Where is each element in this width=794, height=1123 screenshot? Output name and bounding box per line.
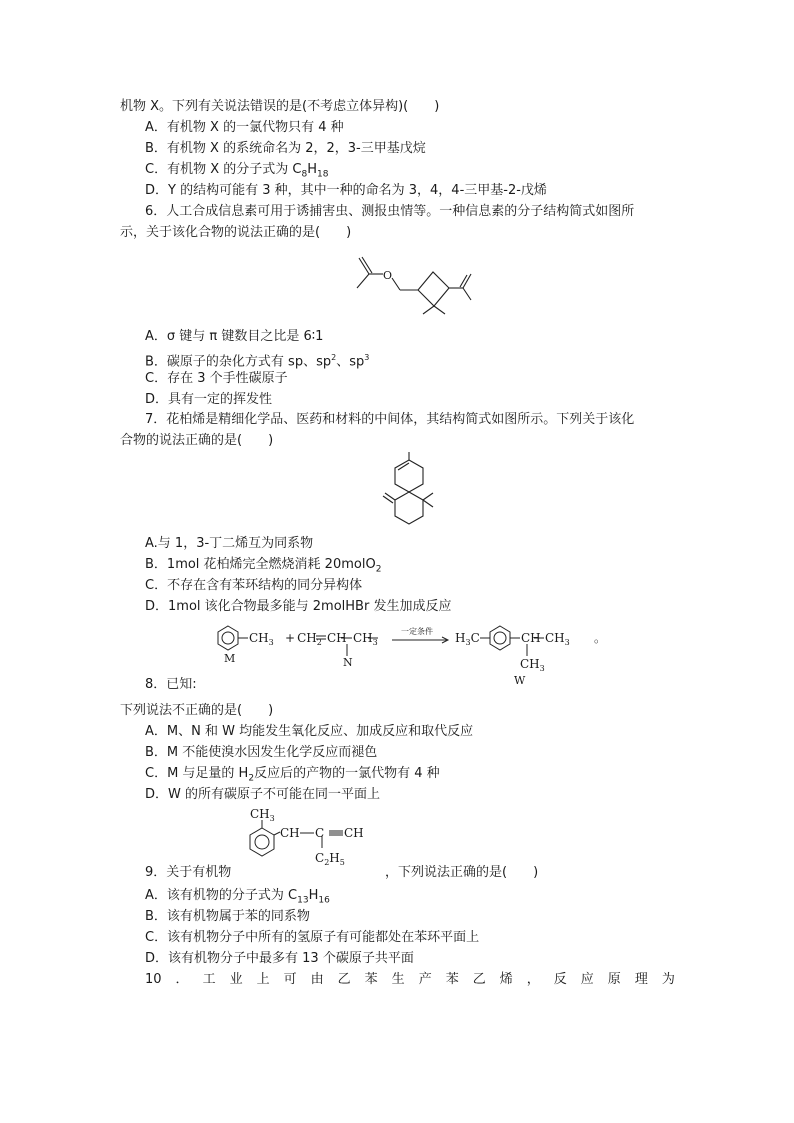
q8-condition: 一定条件 <box>401 627 433 636</box>
q8-stem: 下列说法不正确的是( ) <box>120 703 274 718</box>
q8-known: 8．已知: <box>145 677 197 692</box>
q8-reaction-scheme <box>210 620 610 690</box>
svg-text:CH3: $CH_3$ <box>250 807 275 823</box>
q9-option-d: D．该有机物分子中最多有 13 个碳原子共平面 <box>145 951 414 966</box>
q5-stem: 机物 X。下列有关说法错误的是(不考虑立体异构)( ) <box>120 99 440 114</box>
q8-option-d: D．W 的所有碳原子不可能在同一平面上 <box>145 787 380 802</box>
q9-option-a: A．该有机物的分子式为 $C_{13}H_{16}$ <box>145 888 330 906</box>
q7-stem-line1: 7．花柏烯是精细化学品、医药和材料的中间体，其结构简式如图所示。下列关于该化 <box>145 412 635 427</box>
q8-option-c: C．M 与足量的 $H_2$反应后的产物的一氯代物有 4 种 <box>145 766 440 784</box>
q8-label-n: N <box>343 656 353 669</box>
svg-text:CH3: $CH_3$ <box>520 657 545 673</box>
q8-option-b: B．M 不能使溴水因发生化学反应而褪色 <box>145 745 378 760</box>
q8-label-w: W <box>514 674 526 687</box>
q5-option-c: C．有机物 X 的分子式为 $C_8H_{18}$ <box>145 162 329 180</box>
svg-text:CH: CH <box>521 631 541 645</box>
q7-stem-line2: 合物的说法正确的是( ) <box>120 433 274 448</box>
q9-stem-post: ，下列说法正确的是( ) <box>385 865 539 880</box>
svg-text:CH3: $CH_3$ <box>353 631 378 647</box>
q7-option-d: D．1mol 该化合物最多能与 2molHBr 发生加成反应 <box>145 599 452 614</box>
q9-option-b: B．该有机物属于苯的同系物 <box>145 909 310 924</box>
svg-text:O: O <box>383 269 393 282</box>
svg-text:+CH2: + $CH_2$ <box>285 631 322 647</box>
q7-option-c: C．不存在含有苯环结构的同分异构体 <box>145 578 363 593</box>
q6-option-d: D．具有一定的挥发性 <box>145 392 273 407</box>
q7-option-b: B．1mol 花柏烯完全燃烧消耗 20molO$_2$ <box>145 557 382 575</box>
q6-option-c: C．存在 3 个手性碳原子 <box>145 371 288 386</box>
svg-text:CH3: $CH_3$ <box>545 631 570 647</box>
svg-text:C2H5: $C_2H_5$ <box>315 851 345 867</box>
q6-pheromone-structure <box>345 248 475 318</box>
svg-text:CH3: $CH_3$ <box>249 631 274 647</box>
svg-text:CH: CH <box>344 826 364 840</box>
q9-organic-structure <box>238 806 398 876</box>
q8-label-m: M <box>224 652 236 665</box>
q9-stem-pre: 9．关于有机物 <box>145 865 232 880</box>
q7-chamigrene-structure <box>375 450 445 530</box>
q5-option-d: D．Y 的结构可能有 3 种，其中一种的命名为 3，4，4-三甲基-2-戊烯 <box>145 183 547 198</box>
q6-option-b: B．碳原子的杂化方式有 sp、$sp^2$、$sp^3$ <box>145 353 370 370</box>
q5-option-b: B．有机物 X 的系统命名为 2，2，3-三甲基戊烷 <box>145 141 426 156</box>
q9-option-c: C．该有机物分子中所有的氢原子有可能都处在苯环平面上 <box>145 930 480 945</box>
q6-option-a: A．σ 键与 π 键数目之比是 6∶1 <box>145 329 324 344</box>
q6-stem-line2: 示，关于该化合物的说法正确的是( ) <box>120 225 352 240</box>
svg-text:C: C <box>315 826 325 840</box>
q7-option-a: A.与 1，3-丁二烯互为同系物 <box>145 536 314 551</box>
q6-stem-line1: 6．人工合成信息素可用于诱捕害虫、测报虫情等。一种信息素的分子结构简式如图所 <box>145 204 635 219</box>
svg-text:CH: CH <box>327 631 347 645</box>
svg-text:CH: CH <box>280 826 300 840</box>
svg-text:。: 。 <box>594 631 607 645</box>
q8-option-a: A．M、N 和 W 均能发生氧化反应、加成反应和取代反应 <box>145 724 474 739</box>
q5-option-a: A．有机物 X 的一氯代物只有 4 种 <box>145 120 344 135</box>
svg-text:H3C: $H_3C$ <box>455 631 480 647</box>
q10-stem: 10 ． 工 业 上 可 由 乙 苯 生 产 苯 乙 烯 ， 反 应 原 理 为 <box>145 972 675 987</box>
